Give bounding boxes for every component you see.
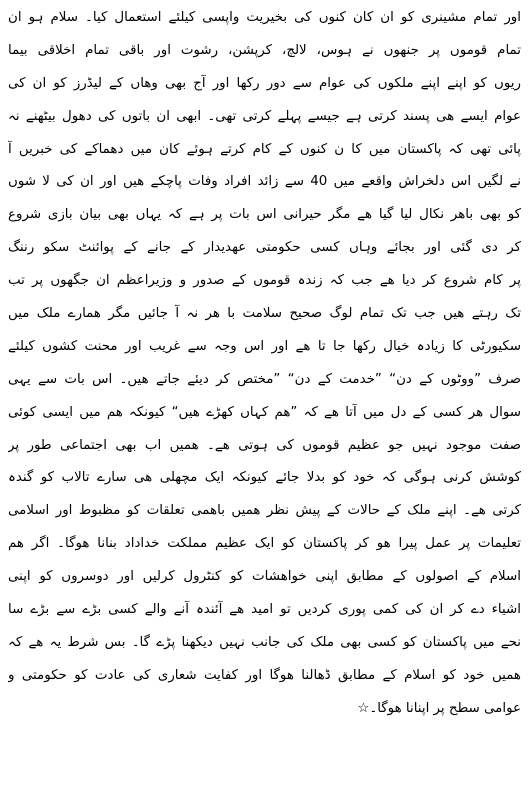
text-line: نے لگیں اس دلخراش واقعے میں 40 سے زائد افراد وفات پاچکے ھیں اور ان کی لا شوں [8, 174, 521, 190]
text-line: تک رہتے ھیں جب تک تمام لوگ صحیح سلامت با ھر نہ آ جائیں مگر ھمارے ملک میں [8, 306, 521, 322]
text-line: پائی تھی کہ پاکستان میں کا ن کنوں کے کام کرتے ہوئے کان میں دھماکے کی خبریں آ [8, 141, 521, 157]
text-line: عوام ایسے ھی پسند کرتی ہے جیسے پہلے کرتی تھی۔ ابھی ان باتوں کی دھول بیٹھنے نہ [8, 108, 521, 124]
text-line: کرتی ھے۔ اپنے ملک کے حالات کے پیش نظر ھمیں باھمی تعلقات کو مظبوط اور اسلامی [8, 503, 521, 519]
text-line: کر دی گئی اور بجائے وہاں کسی حکومتی عھدیدار کے جانے کے پوائنٹ سکو رننگ [8, 240, 521, 256]
text-line: پر کام شروع کر دیا ھے جب کہ زندہ قوموں کے صدور و وزیراعظم ان جگھوں پر تب [8, 273, 521, 289]
text-line: صرف ”ووٹوں کے دن“ ”خدمت کے دن“ ”مختص کر دیئے جاتے ھیں۔ اس بات سے یہی [8, 371, 521, 387]
text-line: تعلیمات پر عمل پیرا ھو کر پاکستان کو ایک عظیم مملکت خداداد بنانا ھوگا۔ اگر ھم [8, 536, 521, 552]
text-line: ریوں کو اپنے اپنے ملکوں کی عوام سے دور رکھا اور آج بھی وھاں کے لیڈرز کو ان کی [8, 75, 521, 91]
text-line: اور تمام مشینری کو ان کان کنوں کی بخیریت واپسی کیلئے استعمال کیا۔ سلام ہو ان [8, 10, 521, 25]
text-line: اسلام کے اصولوں کے مطابق اپنی خواھشات کو کنٹرول کرلیں اور دوسروں کو اپنی [8, 569, 521, 585]
text-line: نحے میں پاکستان کو کسی بھی ملک کی جانب نہیں دیکھنا پڑے گا۔ بس شرط یہ ھے کہ [8, 634, 521, 650]
text-line: صفت موجود نہیں جو عظیم قوموں کی ہوتی ھے۔ ھمیں اب بھی اجتماعی طور پر [8, 437, 521, 453]
text-line: ھمیں خود کو اسلام کے مطابق ڈھالنا ھوگا اور کفایت شعاری کی عادت کو حکومتی و [8, 667, 521, 683]
text-line: اشیاء دے کر ان کی کمی پوری کردیں تو امید ھے آئندہ آنے والے کسی بڑے سے بڑے سا [8, 602, 521, 618]
article-body [8, 2, 521, 726]
text-line: کوشش کرنی ہوگی کہ خود کو بدلا جائے کیونکہ ایک مچھلی ھی سارے تالاب کو گندہ [8, 470, 521, 486]
text-line: کو بھی باھر نکال لیا گیا ھے مگر حیرانی اس بات پر ہے کہ یہاں بھی بیان بازی شروع [8, 207, 521, 223]
text-line: تمام قوموں پر جنھوں نے ہوس، لالچ، کرپشن، رشوت اور باقی تمام اخلاقی بیما [8, 42, 521, 58]
text-line: سکیورٹی کا زیادہ خیال رکھا جا تا ھے اور اس وجہ سے غریب اور محنت کشوں کیلئے [8, 338, 521, 354]
text-line-last: عوامی سطح پر اپنانا ھوگا۔☆ [357, 700, 521, 716]
text-line: سوال ھر کسی کے دل میں آتا ھے کہ ”ھم کہاں کھڑے ھیں“ کیونکہ ھم میں ایسی کوئی [8, 404, 521, 420]
